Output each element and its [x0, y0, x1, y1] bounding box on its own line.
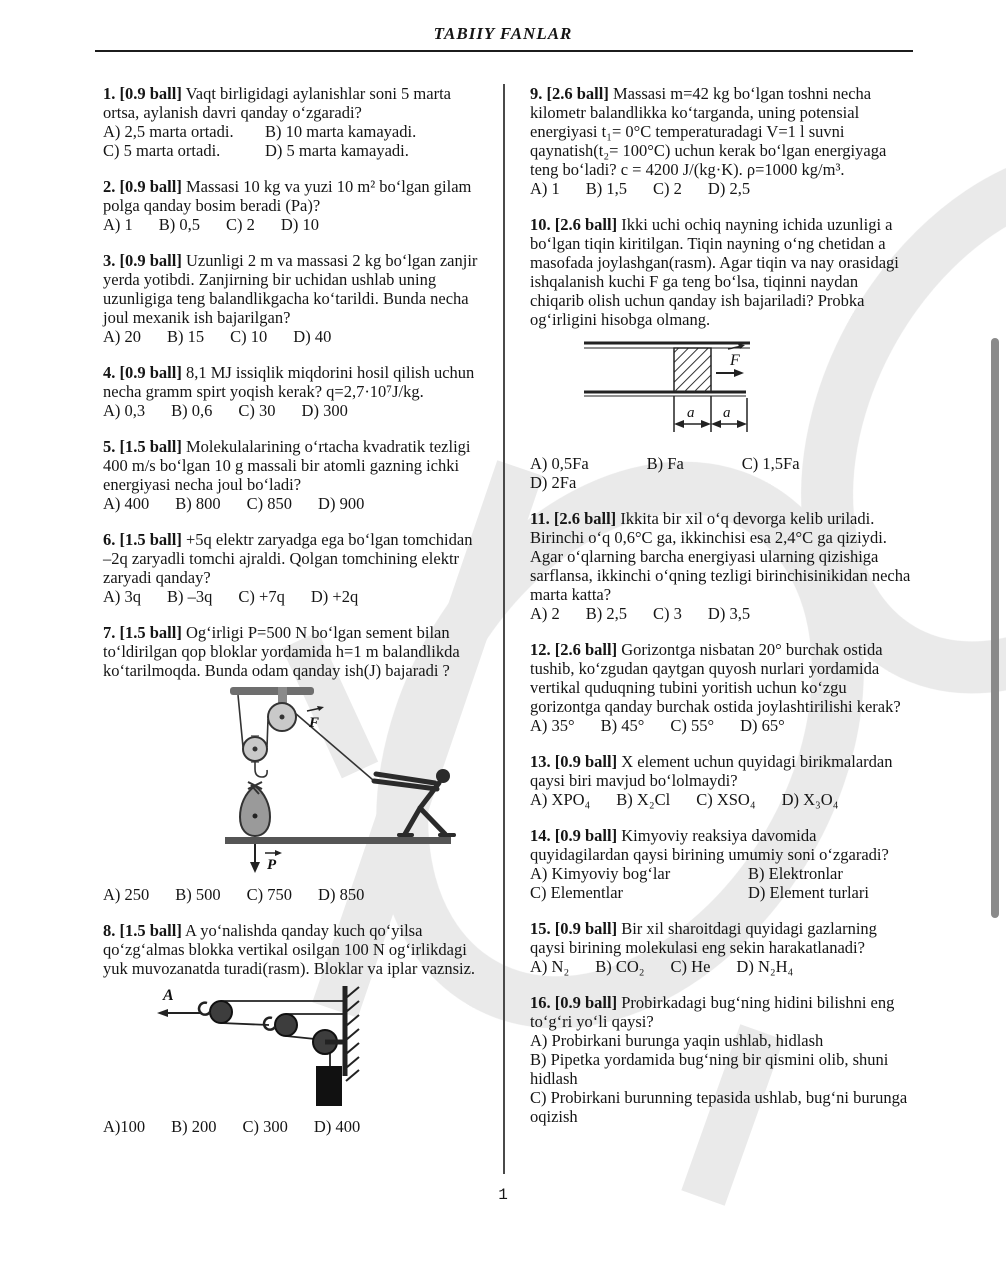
- option: C) 750: [246, 885, 293, 904]
- column-divider: [503, 84, 505, 1174]
- option: C) He: [670, 957, 711, 976]
- option: D) Element turlari: [748, 883, 869, 902]
- option: A) 400: [103, 494, 150, 513]
- option: B) 10 marta kamayadi.: [265, 122, 417, 141]
- option: D) 300: [301, 401, 348, 420]
- option: B) 500: [175, 885, 221, 904]
- question-text: 5. [1.5 ball] Molekulalarining o‘rtacha kvadratik tezligi 400 m/s bo‘lgan 10 g massali bir atomli gazning ichki energiyasi necha joul bo‘ladi?: [103, 437, 471, 494]
- left-column: [103, 84, 480, 1153]
- question-number-ball: 5. [1.5 ball]: [103, 437, 182, 456]
- question-16: [530, 993, 914, 1126]
- option: A) N₂: [530, 957, 570, 976]
- plug: [674, 348, 711, 392]
- option: A) 0,3: [103, 401, 146, 420]
- hanging-weight: [316, 1066, 342, 1106]
- option: B) Fa: [646, 454, 684, 473]
- options: [103, 494, 480, 513]
- svg-text:A: A: [163, 987, 174, 1004]
- option: B) CO₂: [595, 957, 645, 976]
- question-7: [103, 623, 480, 904]
- option: B) Pipetka yordamida bug‘ning bir qismini olib, shuni hidlash: [530, 1050, 889, 1088]
- options: [530, 790, 914, 809]
- dim-label-left: a: [687, 405, 695, 421]
- options: [103, 885, 480, 904]
- wall-pulleys-figure: [153, 982, 361, 1115]
- options: [103, 327, 480, 346]
- option: B) 0,5: [158, 215, 201, 234]
- option: B) 15: [167, 327, 205, 346]
- option: C) 850: [246, 494, 293, 513]
- option: C) XSO₄: [696, 790, 756, 809]
- options: [530, 864, 914, 902]
- question-1: [103, 84, 480, 160]
- question-9: [530, 84, 914, 198]
- force-arrow-F: [716, 344, 745, 377]
- option: A) 20: [103, 327, 142, 346]
- option: C) 300: [242, 1117, 288, 1136]
- tube-plug-figure: [582, 335, 822, 452]
- question-number-ball: 16. [0.9 ball]: [530, 993, 618, 1012]
- option: A) 2,5 marta ortadi.: [103, 122, 234, 141]
- option: C) Probirkani burunning tepasida ushlab, bug‘ni burunga oqizish: [530, 1088, 908, 1126]
- option: D) 3,5: [707, 604, 751, 623]
- options: [103, 215, 480, 234]
- cement-sack: [240, 782, 270, 836]
- svg-text:F: F: [309, 715, 320, 731]
- options: [530, 604, 914, 623]
- beam: [230, 687, 314, 695]
- page-number: 1: [498, 1186, 508, 1204]
- option: A) 35°: [530, 716, 575, 735]
- options: [103, 1117, 480, 1136]
- options: [530, 454, 914, 492]
- option: B) 0,6: [171, 401, 213, 420]
- option: B) 45°: [600, 716, 645, 735]
- option: D) 900: [318, 494, 365, 513]
- header-rule: [95, 50, 913, 52]
- question-number-ball: 1. [0.9 ball]: [103, 84, 182, 103]
- option: D) 2,5: [707, 179, 751, 198]
- option: D) 5 marta kamayadi.: [265, 141, 409, 160]
- options: [530, 716, 914, 735]
- question-number-ball: 9. [2.6 ball]: [530, 84, 609, 103]
- option: A) 1: [530, 179, 560, 198]
- force-arrow-A: [157, 987, 201, 1017]
- question-6: [103, 530, 480, 606]
- question-2: [103, 177, 480, 234]
- options: [103, 401, 480, 420]
- question-text: 3. [0.9 ball] Uzunligi 2 m va massasi 2 kg bo‘lgan zanjir yerda yotibdi. Zanjirning bir uchidan ushlab uning uzunligiga teng balandlikgacha ko‘tarildi. Bunda necha joul mexanik ish bajarilgan?: [103, 251, 478, 327]
- question-number-ball: 3. [0.9 ball]: [103, 251, 182, 270]
- option: A) Kimyoviy bog‘lar: [530, 864, 671, 883]
- option: D) X₃O₄: [781, 790, 839, 809]
- question-text: 10. [2.6 ball] Ikki uchi ochiq nayning ichida uzunligi a bo‘lgan tiqin kiritilgan. Tiqin nayning o‘ng chetidan a masofada joylashgan(rasm). Agar tiqin va nay orasidagi ishqalanish kuchi F ga teng bo‘lsa, tiqinni naydan chiqarib olish uchun qanday ish bajariladi? Probka og‘irligini hisobga olmang.: [530, 215, 899, 329]
- option: C) 30: [238, 401, 276, 420]
- dimension-lines: [674, 396, 747, 432]
- option: B) 2,5: [585, 604, 628, 623]
- question-text: 6. [1.5 ball] +5q elektr zaryadga ega bo‘lgan tomchidan –2q zaryadli tomchi ajraldi. Qolgan tomchining elektr zaryadi qanday?: [103, 530, 473, 587]
- option: A)100: [103, 1117, 146, 1136]
- question-12: [530, 640, 914, 735]
- tube-walls: [584, 343, 750, 396]
- question-10: [530, 215, 914, 492]
- question-number-ball: 13. [0.9 ball]: [530, 752, 618, 771]
- option: C) 1,5Fa: [741, 454, 800, 473]
- question-number-ball: 4. [0.9 ball]: [103, 363, 182, 382]
- svg-text:P: P: [267, 857, 277, 873]
- question-number-ball: 7. [1.5 ball]: [103, 623, 182, 642]
- question-number-ball: 8. [1.5 ball]: [103, 921, 182, 940]
- question-3: [103, 251, 480, 346]
- question-text: 11. [2.6 ball] Ikkita bir xil o‘q devorga kelib uriladi. Birinchi o‘q 0,6°C ga, ikkinchisi esa 2,4°C ga qiziydi. Agar o‘qlarning barcha energiyasi ularning qizishiga sarflansa, ikkinchi o‘qning tezligi birinchisinikidan necha marta katta?: [530, 509, 911, 604]
- question-text: 7. [1.5 ball] Og‘irligi P=500 N bo‘lgan sement bilan to‘ldirilgan qop bloklar yordamida h=1 m balandlikda ko‘tarilmoqda. Bunda odam qanday ish(J) bajaradi ?: [103, 623, 460, 680]
- option: A) Probirkani burunga yaqin ushlab, hidlash: [530, 1031, 824, 1050]
- option: C) 2: [653, 179, 682, 198]
- question-text: 14. [0.9 ball] Kimyoviy reaksiya davomida quyidagilardan qaysi birining umumiy soni o‘zgaradi?: [530, 826, 889, 864]
- question-15: [530, 919, 914, 976]
- option: D) 65°: [740, 716, 785, 735]
- option: D) +2q: [310, 587, 359, 606]
- page-title: TABIIY FANLAR: [433, 24, 573, 43]
- option: D) 10: [280, 215, 319, 234]
- question-4: [103, 363, 480, 420]
- weight-arrow-P: [250, 844, 282, 873]
- option: D) 400: [313, 1117, 361, 1136]
- option: A) 250: [103, 885, 150, 904]
- option: A) 0,5Fa: [530, 454, 589, 473]
- question-5: [103, 437, 480, 513]
- option: A) 2: [530, 604, 560, 623]
- option: B) 200: [171, 1117, 217, 1136]
- option: C) 55°: [670, 716, 715, 735]
- option: C) 5 marta ortadi.: [103, 141, 221, 160]
- right-column: [530, 84, 914, 1143]
- options: [103, 587, 480, 606]
- option: D) 40: [293, 327, 332, 346]
- question-number-ball: 15. [0.9 ball]: [530, 919, 618, 938]
- question-text: 12. [2.6 ball] Gorizontga nisbatan 20° burchak ostida tushib, ko‘zgudan qaytgan quyosh nurlari yordamida vertikal quduqning tubini yoritish uchun ko‘zgu gorizontga qanday burchak ostida joylashtirilishi kerak?: [530, 640, 901, 716]
- option: D) 2Fa: [530, 473, 577, 492]
- svg-text:F: F: [730, 352, 740, 369]
- option: D) N₂H₄: [736, 957, 794, 976]
- force-arrow-F: [307, 706, 324, 731]
- question-text: 2. [0.9 ball] Massasi 10 kg va yuzi 10 m² bo‘lgan gilam polga qanday bosim beradi (Pa)?: [103, 177, 472, 215]
- question-number-ball: 11. [2.6 ball]: [530, 509, 617, 528]
- question-text: 13. [0.9 ball] X element uchun quyidagi birikmalardan qaysi biri mavjud bo‘lolmaydi?: [530, 752, 893, 790]
- options: [530, 1031, 914, 1126]
- worker-figure: [374, 769, 454, 835]
- option: B) X₂Cl: [616, 790, 671, 809]
- option: B) 1,5: [585, 179, 628, 198]
- question-13: [530, 752, 914, 809]
- question-14: [530, 826, 914, 902]
- ground: [225, 837, 451, 844]
- option: B) Elektronlar: [748, 864, 843, 883]
- option: C) 10: [230, 327, 268, 346]
- pulley-lift-figure: [223, 685, 458, 882]
- options: [530, 957, 914, 976]
- question-11: [530, 509, 914, 623]
- scrollbar-thumb[interactable]: [991, 338, 999, 918]
- option: B) –3q: [167, 587, 213, 606]
- question-number-ball: 10. [2.6 ball]: [530, 215, 618, 234]
- option: C) +7q: [238, 587, 285, 606]
- question-text: 9. [2.6 ball] Massasi m=42 kg bo‘lgan toshni necha kilometr balandlikka ko‘targanda, uning potensial energiyasi t₁= 0°C temperaturadagi V=1 l suvni qaynatish(t₂= 100°C) uchun kerak bo‘lgan energiyaga teng bo‘ladi? c = 4200 J/(kg·K). ρ=1000 kg/m³.: [530, 84, 887, 179]
- question-text: 8. [1.5 ball] A yo‘nalishda qanday kuch qo‘yilsa qo‘zg‘almas blokka vertikal osilgan 100 N og‘irlikdagi yuk muvozanatda turadi(rasm). Bloklar va iplar vaznsiz.: [103, 921, 476, 978]
- question-text: 1. [0.9 ball] Vaqt birligidagi aylanishlar soni 5 marta ortsa, aylanish davri qanday o‘zgaradi?: [103, 84, 451, 122]
- option: A) 3q: [103, 587, 142, 606]
- option: C) 3: [653, 604, 682, 623]
- question-text: 16. [0.9 ball] Probirkadagi bug‘ning hidini bilishni eng to‘g‘ri yo‘li qaysi?: [530, 993, 895, 1031]
- pulleys: [199, 1001, 345, 1054]
- option: B) 800: [175, 494, 221, 513]
- question-8: [103, 921, 480, 1136]
- options: [103, 122, 480, 160]
- question-text: 15. [0.9 ball] Bir xil sharoitdagi quyidagi gazlarning qaysi birining molekulasi eng sekin harakatlanadi?: [530, 919, 877, 957]
- question-number-ball: 2. [0.9 ball]: [103, 177, 182, 196]
- question-number-ball: 12. [2.6 ball]: [530, 640, 618, 659]
- option: C) 2: [226, 215, 255, 234]
- question-number-ball: 14. [0.9 ball]: [530, 826, 618, 845]
- option: C) Elementlar: [530, 883, 624, 902]
- question-number-ball: 6. [1.5 ball]: [103, 530, 182, 549]
- option: A) 1: [103, 215, 133, 234]
- option: D) 850: [318, 885, 365, 904]
- options: [530, 179, 914, 198]
- dim-label-right: a: [723, 405, 731, 421]
- wall: [345, 986, 359, 1081]
- question-text: 4. [0.9 ball] 8,1 MJ issiqlik miqdorini hosil qilish uchun necha gramm spirt yoqish kerak? q=2,7·10⁷J/kg.: [103, 363, 475, 401]
- option: A) XPO₄: [530, 790, 591, 809]
